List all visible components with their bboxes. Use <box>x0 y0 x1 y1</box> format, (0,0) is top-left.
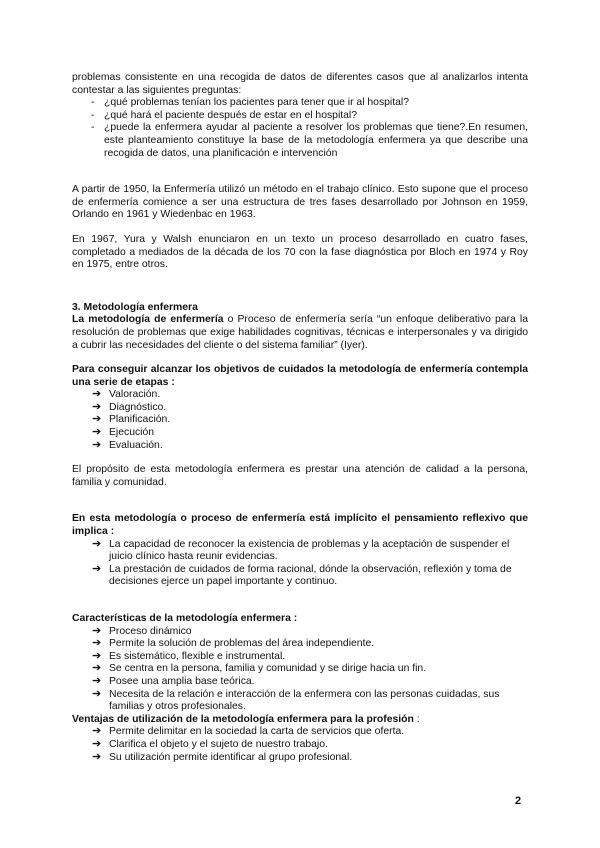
list-item: - ¿qué problemas tenían los pacientes para tener que ir al hospital? <box>91 97 409 109</box>
list-item: - ¿puede la enfermera ayudar al paciente a resolver los problemas que tiene?.En resumen, este planteamiento constituye la base de la metodología enfermera ya que describe una recogida de datos, una planificación e intervención <box>91 122 528 159</box>
arrow-icon: ➔ <box>92 687 102 700</box>
arrow-icon: ➔ <box>92 388 102 401</box>
document-page <box>72 72 528 764</box>
arrow-icon: ➔ <box>92 737 102 750</box>
definition-paragraph: La metodología de enfermería o Proceso de enfermería sería “un enfoque deliberativo para la resolución de problemas que exige habilidades cognitivas, técnicas e interpersonales y va dirigido a cubrir las necesidades del cliente o del sistema familiar” (Iyer). <box>72 314 528 351</box>
stages-list <box>72 389 528 452</box>
intro-paragraph: problemas consistente en una recogida de datos de diferentes casos que al analizarlos intenta contestar a las siguientes preguntas: <box>72 72 528 96</box>
list-item: ➔ Permite la solución de problemas del área independiente. <box>92 637 375 650</box>
stages-heading: Para conseguir alcanzar los objetivos de cuidados la metodología de enfermería contempla una serie de etapas : <box>72 364 528 388</box>
arrow-icon: ➔ <box>92 438 102 451</box>
list-item: ➔ Diagnóstico. <box>92 400 167 413</box>
arrow-icon: ➔ <box>92 537 102 550</box>
arrow-icon: ➔ <box>92 662 102 675</box>
arrow-icon: ➔ <box>92 674 102 687</box>
list-item: ➔ Valoración. <box>92 388 161 401</box>
arrow-icon: ➔ <box>92 562 102 575</box>
arrow-icon: ➔ <box>92 750 102 763</box>
arrow-icon: ➔ <box>92 725 102 738</box>
section-heading: 3. Metodología enfermera <box>72 301 198 313</box>
list-item: ➔ Se centra en la persona, familia y comunidad y se dirige hacia un fin. <box>92 662 427 675</box>
page-number: 2 <box>515 795 522 807</box>
purpose-paragraph: El propósito de esta metodología enfermera es prestar una atención de calidad a la persona, familia y comunidad. <box>72 464 528 488</box>
arrow-icon: ➔ <box>92 649 102 662</box>
advantages-heading: Ventajas de utilización de la metodología enfermera para la profesión : <box>72 713 420 725</box>
list-item: ➔ Evaluación. <box>92 438 163 451</box>
list-item: ➔ Proceso dinámico <box>92 624 192 637</box>
paragraph-1967: En 1967, Yura y Walsh enunciaron en un texto un proceso desarrollado en cuatro fases, completado a mediados de la década de los 70 con la fase diagnóstica por Bloch en 1974 y Roy en 1975, entre otros. <box>72 233 528 271</box>
list-item: ➔ Necesita de la relación e interacción de la enfermera con las personas cuidadas, sus familias y otros profesionales. <box>92 687 500 713</box>
paragraph-1950: A partir de 1950, la Enfermería utilizó un método en el trabajo clínico. Esto supone que el proceso de enfermería comience a ser una estructura de tres fases desarrollado por Johnson en 1959, Orlando en 1961 y Wiedenbac en 1963. <box>72 184 528 221</box>
characteristics-list <box>72 626 528 714</box>
list-item: ➔ Clarifica el objeto y el sujeto de nuestro trabajo. <box>92 737 328 750</box>
list-item: ➔ Permite delimitar en la sociedad la carta de servicios que oferta. <box>92 725 405 738</box>
list-item: ➔ La prestación de cuidados de forma racional, dónde la observación, reflexión y toma de decisiones ejerce un papel importante y continuo. <box>92 562 512 588</box>
arrow-icon: ➔ <box>92 426 102 439</box>
list-item: ➔ Ejecución <box>92 426 155 439</box>
definition-term: La metodología de enfermería <box>72 314 224 326</box>
arrow-icon: ➔ <box>92 400 102 413</box>
characteristics-heading: Características de la metodología enfermera : <box>72 613 298 624</box>
list-item: ➔ Es sistemático, flexible e instrumental. <box>92 649 286 662</box>
reflexive-heading: En esta metodología o proceso de enfermería está implícito el pensamiento reflexivo que implica : <box>72 513 528 538</box>
list-item: ➔ La capacidad de reconocer la existencia de problemas y la aceptación de suspender el juicio clínico hasta reunir evidencias. <box>92 537 510 563</box>
list-item: ➔ Posee una amplia base teórica. <box>92 674 255 687</box>
arrow-icon: ➔ <box>92 413 102 426</box>
reflexive-list <box>72 539 528 589</box>
arrow-icon: ➔ <box>92 637 102 650</box>
list-item: ➔ Su utilización permite identificar al grupo profesional. <box>92 750 353 763</box>
list-item: - ¿qué hará el paciente después de estar en el hospital? <box>91 109 358 121</box>
arrow-icon: ➔ <box>92 624 102 637</box>
advantages-list <box>72 726 528 764</box>
list-item: ➔ Planificación. <box>92 413 171 426</box>
questions-list <box>72 97 528 160</box>
